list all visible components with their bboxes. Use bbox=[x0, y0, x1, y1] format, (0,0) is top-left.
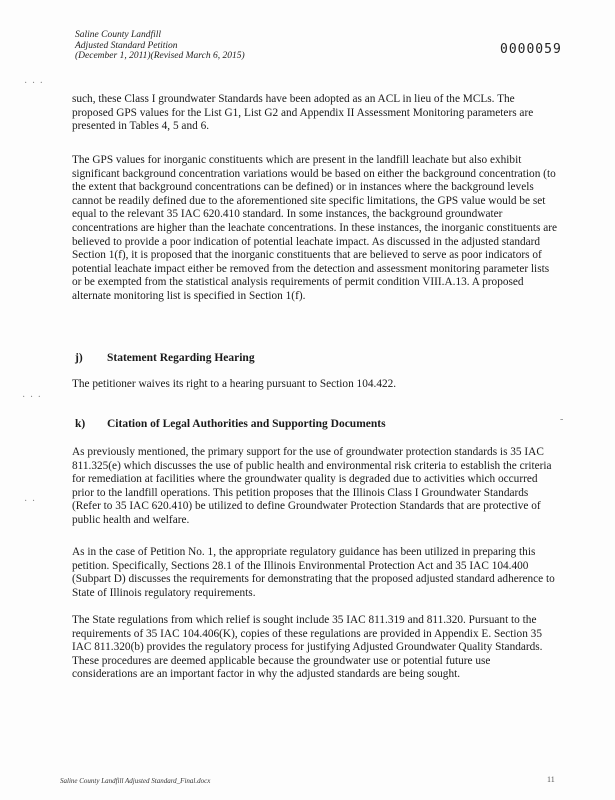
footer-filename: Saline County Landfill Adjusted Standard_Final.docx bbox=[60, 777, 211, 785]
paragraph-6: The State regulations from which relief is sought include 35 IAC 811.319 and 811.320. Pursuant to the requirements of 35 IAC 104.406(K), copies of these regulations are provided in Appendix E. Section 35 IAC 811.320(b) provides the regulatory process for justifying Adjusted Groundwater Quality Standards. These procedures are deemed applicable because the groundwater use or potential future use considerations are an important factor in why the adjusted standards are being sought. bbox=[72, 614, 543, 681]
header-line-2: Adjusted Standard Petition bbox=[75, 40, 178, 51]
section-label-j: j) bbox=[75, 352, 83, 364]
paragraph-4: As previously mentioned, the primary support for the use of groundwater protection standards is 35 IAC 811.325(e) which discusses the use of public health and environmental risk criteria to establish the criteria for remediation at facilities where the groundwater quality is degraded due to activities which occurred prior to the landfill operations. This petition proposes that the Illinois Class I Groundwater Standards (Refer to 35 IAC 620.410) be utilized to define Groundwater Protection Standards that are protective of public health and welfare. bbox=[72, 446, 552, 526]
paragraph-3: The petitioner waives its right to a hearing pursuant to Section 104.422. bbox=[72, 378, 397, 390]
running-header bbox=[75, 30, 245, 62]
scan-artifact: · · · bbox=[22, 392, 42, 403]
header-line-1: Saline County Landfill bbox=[75, 30, 162, 40]
paragraph-5: As in the case of Petition No. 1, the appropriate regulatory guidance has been utilized in preparing this petition. Specifically, Sections 28.1 of the Illinois Environmental Protection Act and 35 IAC 104.400 (Subpart D) discusses the requirements for demonstrating that the proposed adjusted standard adherence to State of Illinois regulatory requirements. bbox=[72, 546, 555, 599]
bates-number: 0000059 bbox=[500, 42, 562, 57]
scan-artifact: - bbox=[560, 414, 565, 425]
scan-artifact: · · · bbox=[24, 78, 44, 89]
footer-page-number: 11 bbox=[547, 775, 555, 784]
section-title-k: Citation of Legal Authorities and Supporting Documents bbox=[107, 418, 386, 430]
section-heading-k bbox=[75, 418, 386, 430]
section-label-k: k) bbox=[75, 418, 86, 430]
paragraph-2: The GPS values for inorganic constituents which are present in the landfill leachate but also exhibit significant background concentration variations would be based on either the background concentration (to the extent that background concentrations can be defined) or in instances where the background levels cannot be readily defined due to the aforementioned site specific limitations, the GPS value would be set equal to the relevant 35 IAC 620.410 standard. In some instances, the background groundwater concentrations are higher than the leachate concentrations. In these instances, the inorganic constituents are believed to provide a poor indication of potential leachate impact. As discussed in the adjusted standard Section 1(f), it is proposed that the inorganic constituents that are believed to serve as poor indicators of potential leachate impact either be removed from the detection and assessment monitoring parameter lists or be exempted from the statistical analysis requirements of permit condition VIII.A.13. A proposed alternate monitoring list is specified in Section 1(f). bbox=[72, 154, 558, 302]
paragraph-1: such, these Class I groundwater Standards have been adopted as an ACL in lieu of the MCLs. The proposed GPS values for the List G1, List G2 and Appendix II Assessment Monitoring parameters are presented in Tables 4, 5 and 6. bbox=[72, 93, 534, 133]
section-heading-j bbox=[75, 352, 255, 364]
section-title-j: Statement Regarding Hearing bbox=[107, 352, 255, 364]
header-line-3: (December 1, 2011)(Revised March 6, 2015) bbox=[75, 51, 245, 61]
scan-artifact: · · bbox=[24, 496, 37, 507]
